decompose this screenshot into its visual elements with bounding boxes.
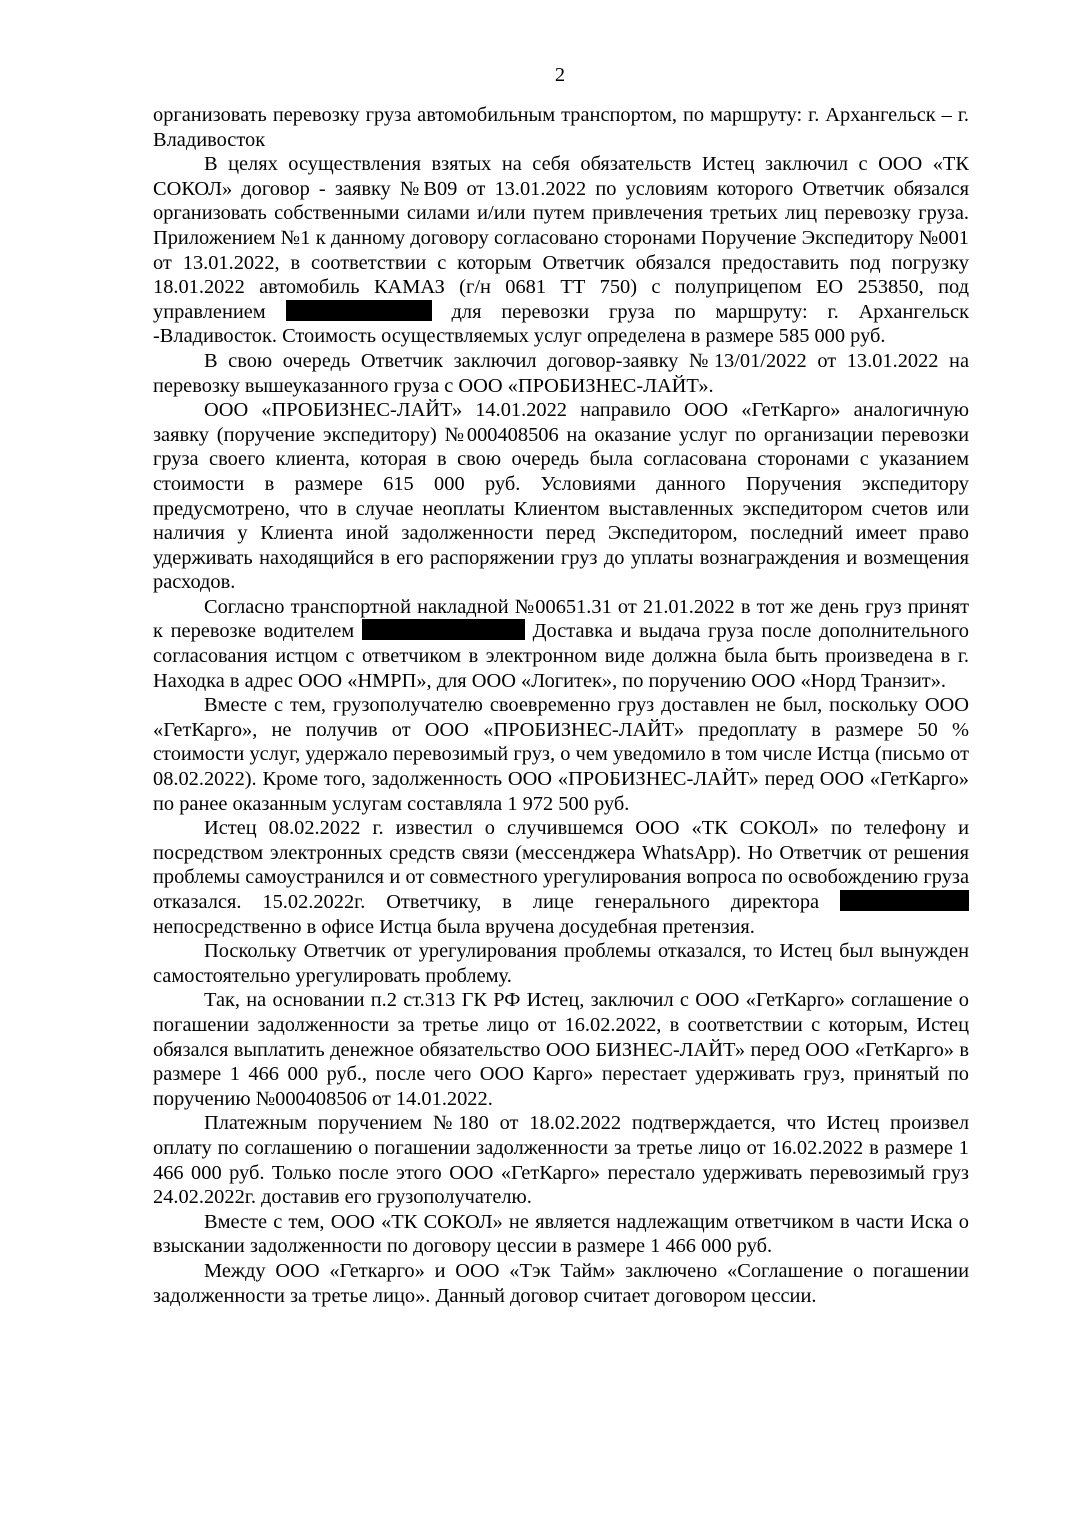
paragraph-contract <box>153 152 969 349</box>
paragraph-route: организовать перевозку груза автомобильным транспортом, по маршруту: г. Архангельск – г. Владивосток <box>153 104 969 151</box>
paragraph-agreement: Так, на основании п.2 ст.313 ГК РФ Истец, заключил с ООО «ГетКарго» соглашение о погашении задолженности за третье лицо от 16.02.2022, в соответствии с которым, Истец обязался выплатить денежное обязательство ООО БИЗНЕС-ЛАЙТ» перед ООО «ГетКарго» в размере 1 466 000 руб., после чего ООО Карго» перестает удерживать груз, принятый по поручению №000408506 от 14.01.2022. <box>153 989 969 1110</box>
paragraph-refusal: Поскольку Ответчик от урегулирования проблемы отказался, то Истец был вынужден самостоятельно урегулировать проблему. <box>153 940 969 987</box>
document-body <box>153 103 969 1308</box>
redacted-director-name <box>840 890 969 911</box>
paragraph-probusiness: ООО «ПРОБИЗНЕС-ЛАЙТ» 14.01.2022 направило ООО «ГетКарго» аналогичную заявку (поручение экспедитору) №000408506 на оказание услуг по организации перевозки груза своего клиента, которая в свою очередь была согласована сторонами с указанием стоимости в размере 615 000 руб. Условиями данного Поручения экспедитору предусмотрено, что в случае неоплаты Клиентом выставленных экспедитором счетов или наличия у Клиента иной задолженности перед Экспедитором, последний имеет право удерживать находящийся в его распоряжении груз до уплаты вознаграждения и возмещения расходов. <box>153 399 969 594</box>
page-number: 2 <box>554 64 566 86</box>
paragraph-waybill-text-2: Доставка и выдача груза после дополнительного согласования истцом с ответчиком в электронном виде должна была быть произведена в г. Находка в адрес ООО «НМРП», для ООО «Логитек», по поручению ООО «Норд Транзит». <box>153 620 969 692</box>
paragraph-waybill <box>153 595 969 693</box>
paragraph-contract-text-1: В целях осуществления взятых на себя обязательств Истец заключил с ООО «ТК СОКОЛ» договор - заявку №В09 от 13.01.2022 по условиям которого Ответчик обязался организовать собственными силами и/или путем привлечения третьих лиц перевозку груза. Приложением №1 к данному договору согласовано сторонами Поручение Экспедитору №001 от 13.01.2022, в соответствии с которым Ответчик обязался предоставить под погрузку 18.01.2022 автомобиль КАМАЗ (г/н 0681 ТТ 750) с полуприцепом ЕО 253850, под управлением <box>153 153 969 323</box>
paragraph-notification <box>153 816 969 939</box>
paragraph-cession: Между ООО «Геткарго» и ООО «Тэк Тайм» заключено «Соглашение о погашении задолженности за третье лицо». Данный договор считает договором цессии. <box>153 1259 969 1307</box>
paragraph-improper-defendant: Вместе с тем, ООО «ТК СОКОЛ» не является надлежащим ответчиком в части Иска о взыскании задолженности по договору цессии в размере 1 466 000 руб. <box>153 1210 969 1258</box>
paragraph-notification-text-1: Истец 08.02.2022 г. известил о случившемся ООО «ТК СОКОЛ» по телефону и посредством электронных средств связи (мессенджера WhatsApp). Но Ответчик от решения проблемы самоустранился и от совместного урегулирования вопроса по освобождению груза отказался. 15.02.2022г. Ответчику, в лице генерального директора <box>153 817 969 913</box>
paragraph-waybill-text-1: Согласно транспортной накладной №00651.31 от 21.01.2022 в тот же день груз принят к перевозке водителем <box>153 595 969 643</box>
paragraph-payment: Платежным поручением №180 от 18.02.2022 подтверждается, что Истец произвел оплату по соглашению о погашении задолженности за третье лицо от 16.02.2022 в размере 1 466 000 руб. Только после этого ООО «ГетКарго» перестало удерживать перевозимый груз 24.02.2022г. доставив его грузополучателю. <box>153 1112 969 1209</box>
paragraph-subcontract: В свою очередь Ответчик заключил договор-заявку №13/01/2022 от 13.01.2022 на перевозку вышеуказанного груза с ООО «ПРОБИЗНЕС-ЛАЙТ». <box>153 349 969 397</box>
redacted-driver-name-1 <box>286 300 432 321</box>
paragraph-contract-text-2: для перевозки груза по маршруту: г. Архангельск -Владивосток. Стоимость осуществляемых услуг определена в размере 585 000 руб. <box>153 300 969 348</box>
redacted-driver-name-2 <box>362 619 525 640</box>
paragraph-notification-text-2: непосредственно в офисе Истца была вручена досудебная претензия. <box>153 915 755 938</box>
paragraph-cargo-held: Вместе с тем, грузополучателю своевременно груз доставлен не был, поскольку ООО «ГетКарго», не получив от ООО «ПРОБИЗНЕС-ЛАЙТ» предоплату в размере 50 % стоимости услуг, удержало перевозимый груз, о чем уведомило в том числе Истца (письмо от 08.02.2022). Кроме того, задолженность ООО «ПРОБИЗНЕС-ЛАЙТ» перед ООО «ГетКарго» по ранее оказанным услугам составляла 1 972 500 руб. <box>153 694 969 815</box>
